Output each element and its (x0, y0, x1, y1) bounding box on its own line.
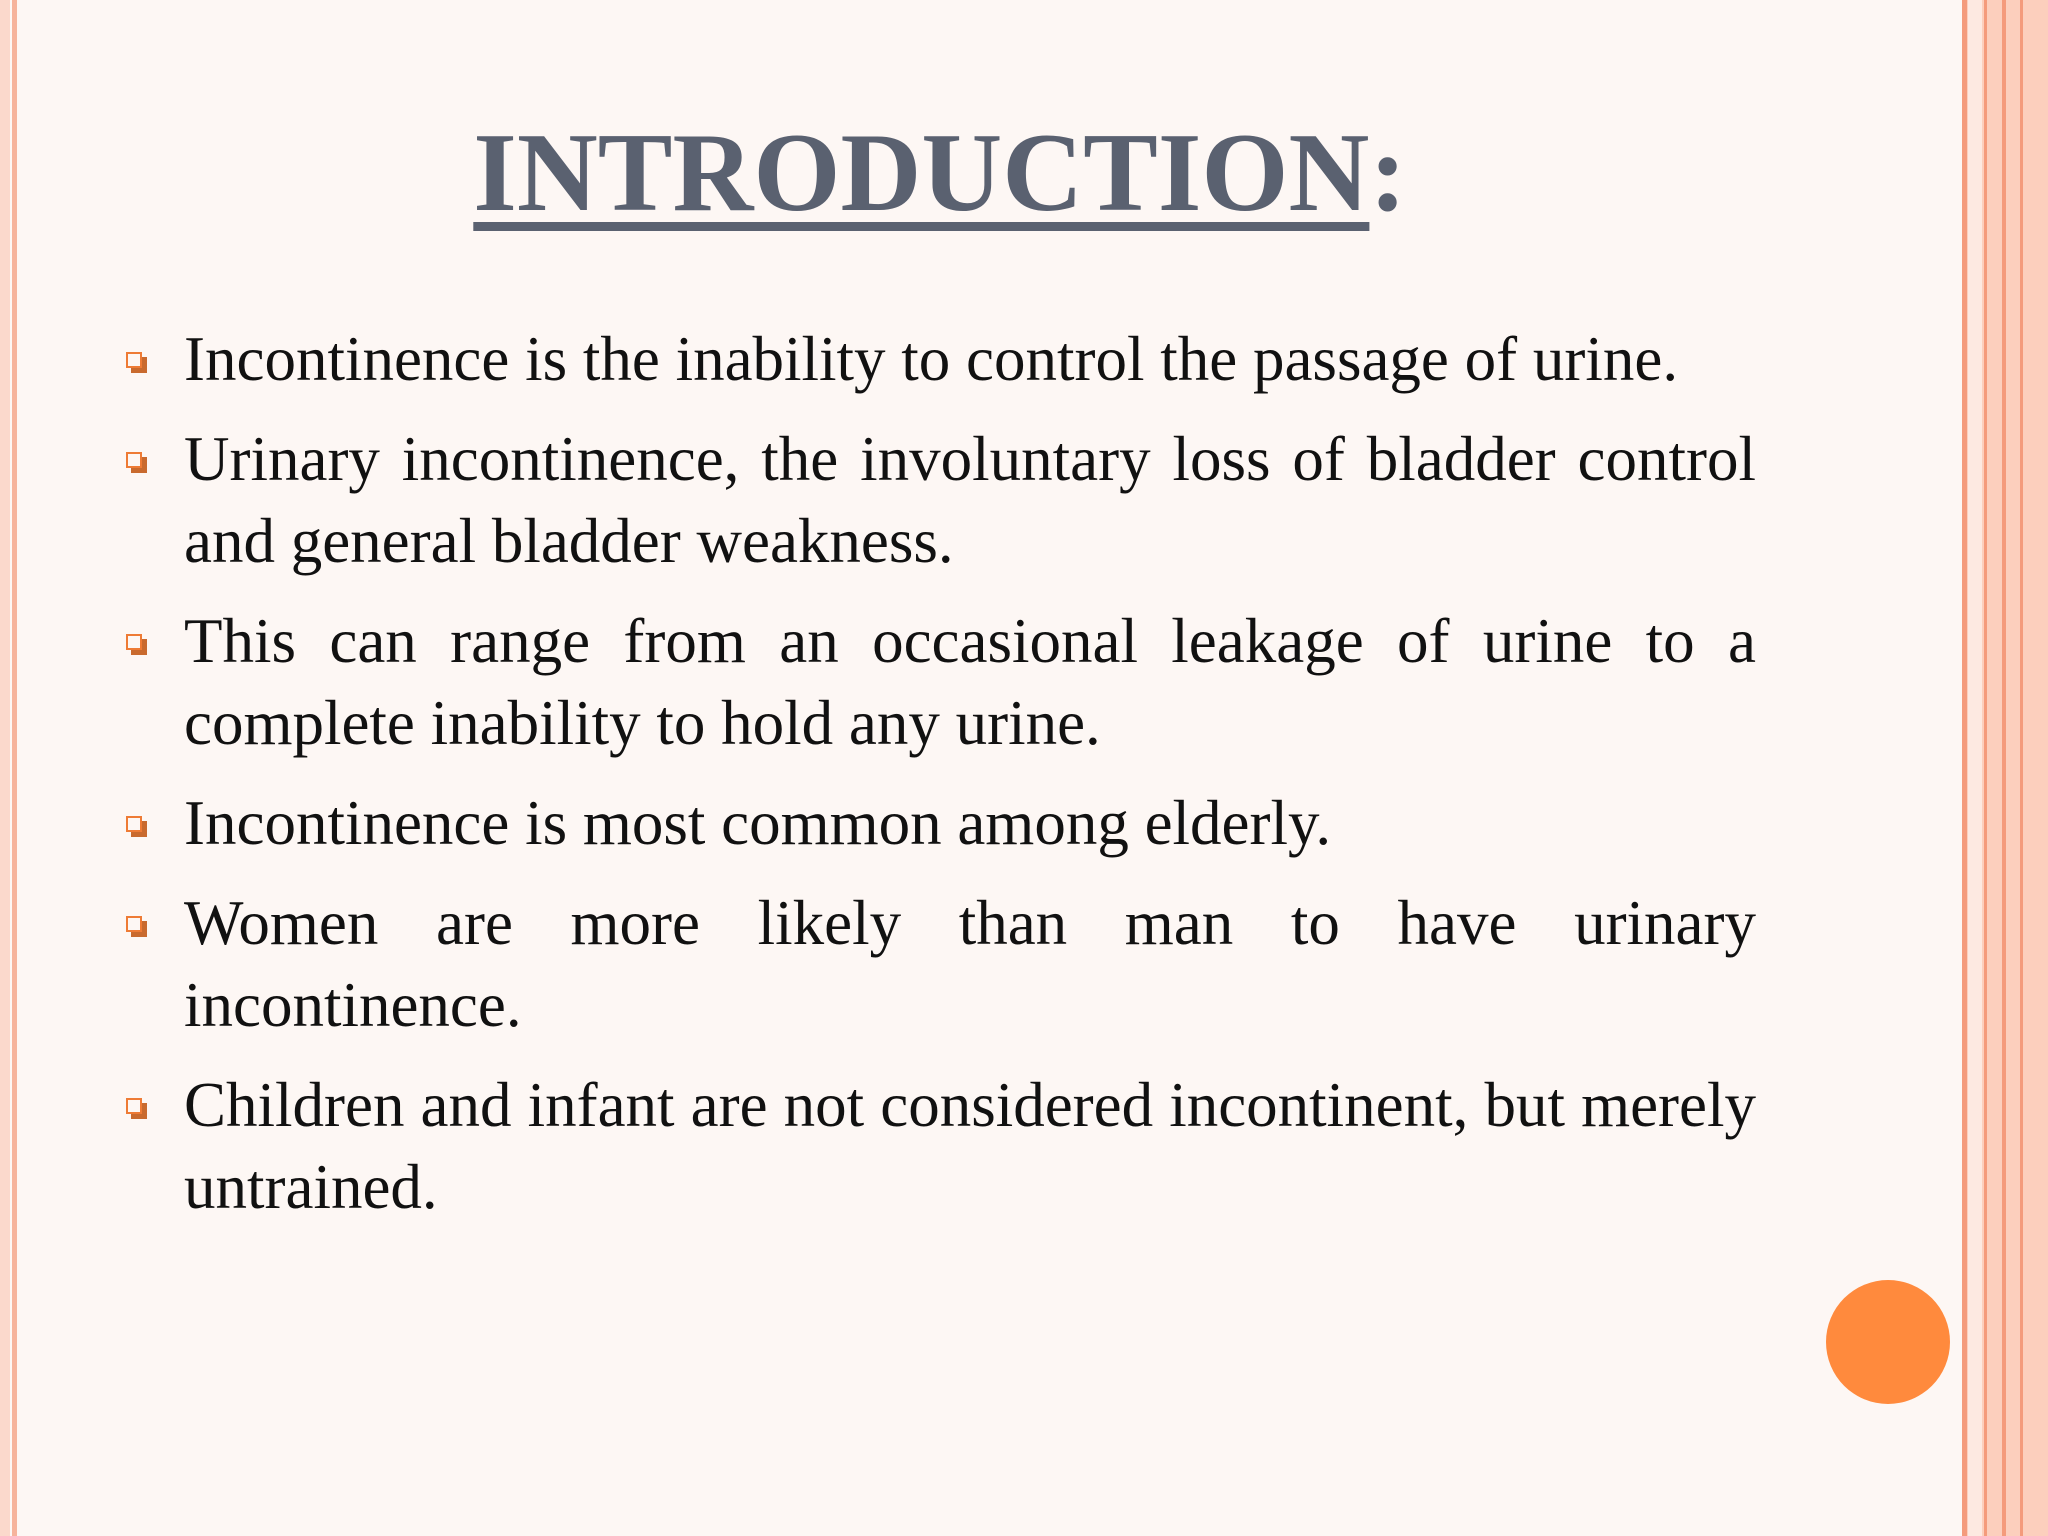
bullet-item (126, 1064, 1756, 1228)
right-band-highlight (1968, 0, 1982, 1536)
bullet-item (126, 600, 1756, 764)
slide-title-text: INTRODUCTION (473, 111, 1370, 235)
right-band-line (1962, 0, 1967, 1536)
orange-circle-decoration (1826, 1280, 1950, 1404)
square-bullet-icon (126, 634, 150, 658)
right-band-line (1984, 0, 1987, 1536)
bullet-item (126, 782, 1756, 864)
square-bullet-icon (126, 452, 150, 476)
bullet-text: Children and infant are not considered incontinent, but merely untrained. (184, 1070, 1756, 1222)
bullet-text: This can range from an occasional leakage of urine to a complete inability to hold any urine. (184, 606, 1756, 758)
square-bullet-icon (126, 916, 150, 940)
bullet-text: Women are more likely than man to have urinary incontinence. (184, 888, 1756, 1040)
slide-title (0, 108, 1880, 238)
bullet-text: Incontinence is most common among elderly. (184, 788, 1332, 858)
slide-title-colon: : (1369, 111, 1407, 235)
square-bullet-icon (126, 816, 150, 840)
right-band-line (2002, 0, 2006, 1536)
bullet-text: Incontinence is the inability to control the passage of urine. (184, 324, 1679, 394)
square-bullet-icon (126, 352, 150, 376)
bullet-item (126, 418, 1756, 582)
bullet-item (126, 318, 1756, 400)
bullet-item (126, 882, 1756, 1046)
right-band-line (2020, 0, 2023, 1536)
bullet-text: Urinary incontinence, the involuntary loss of bladder control and general bladder weakness. (184, 424, 1756, 576)
bullet-list (126, 318, 1756, 1246)
square-bullet-icon (126, 1098, 150, 1122)
